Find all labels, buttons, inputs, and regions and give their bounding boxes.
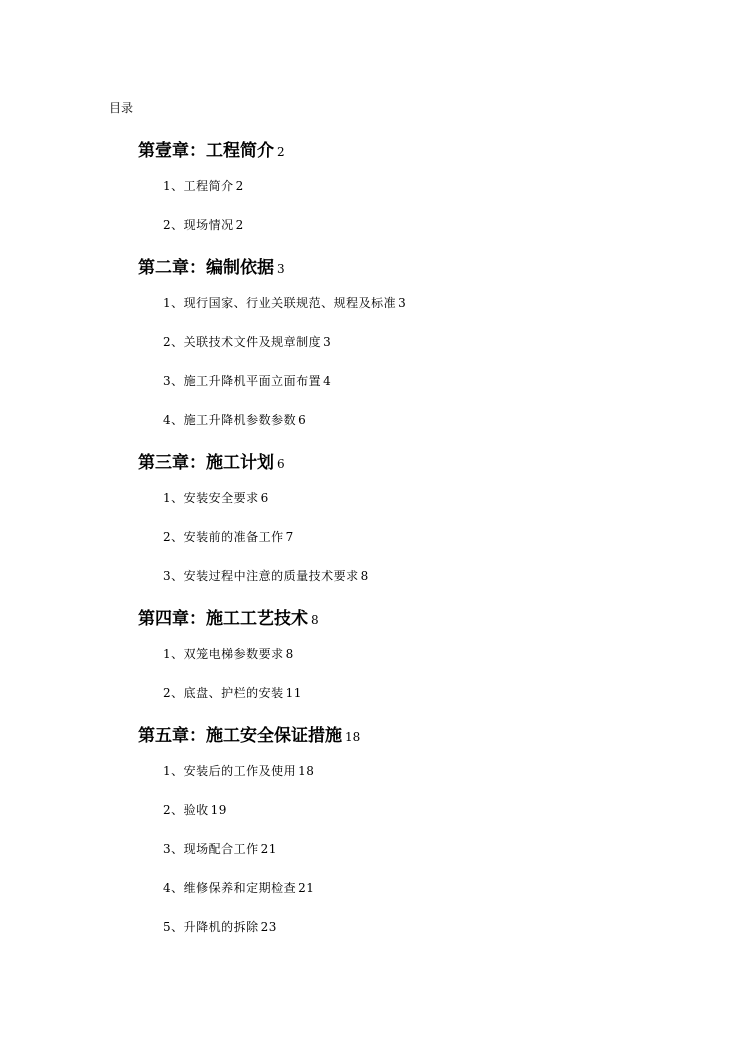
toc-chapter[interactable] bbox=[138, 604, 319, 629]
chapter-title: 第四章：施工工艺技术 bbox=[138, 609, 308, 629]
toc-chapter[interactable] bbox=[138, 721, 360, 746]
item-page-number: 6 bbox=[260, 491, 269, 505]
item-label: 2、现场情况 bbox=[163, 218, 234, 232]
chapter-page-number: 18 bbox=[345, 730, 361, 744]
toc-chapter[interactable] bbox=[138, 136, 285, 161]
toc-item[interactable] bbox=[163, 294, 406, 311]
item-page-number: 3 bbox=[398, 296, 407, 310]
item-page-number: 3 bbox=[323, 335, 332, 349]
item-label: 4、维修保养和定期检查 bbox=[163, 881, 297, 895]
item-label: 1、安装安全要求 bbox=[163, 491, 259, 505]
item-page-number: 23 bbox=[260, 920, 277, 934]
toc-item[interactable] bbox=[163, 645, 294, 662]
toc-chapter[interactable] bbox=[138, 448, 285, 473]
item-page-number: 2 bbox=[235, 218, 244, 232]
item-label: 4、施工升降机参数参数 bbox=[163, 413, 297, 427]
item-label: 3、施工升降机平面立面布置 bbox=[163, 374, 322, 388]
toc-title: 目录 bbox=[109, 101, 134, 115]
item-page-number: 19 bbox=[210, 803, 227, 817]
toc-chapter[interactable] bbox=[138, 253, 285, 278]
item-page-number: 21 bbox=[260, 842, 277, 856]
chapter-page-number: 2 bbox=[277, 145, 285, 159]
toc-item[interactable] bbox=[163, 528, 294, 545]
item-label: 1、安装后的工作及使用 bbox=[163, 764, 297, 778]
item-page-number: 2 bbox=[235, 179, 244, 193]
item-page-number: 8 bbox=[360, 569, 369, 583]
chapter-title: 第壹章：工程简介 bbox=[138, 141, 274, 161]
toc-item[interactable] bbox=[163, 840, 277, 857]
chapter-page-number: 3 bbox=[277, 262, 285, 276]
item-page-number: 7 bbox=[285, 530, 294, 544]
chapter-title: 第五章：施工安全保证措施 bbox=[138, 726, 342, 746]
toc-item[interactable] bbox=[163, 567, 369, 584]
chapter-page-number: 6 bbox=[277, 457, 285, 471]
item-page-number: 6 bbox=[298, 413, 307, 427]
toc-item[interactable] bbox=[163, 216, 244, 233]
item-label: 1、双笼电梯参数要求 bbox=[163, 647, 284, 661]
item-label: 5、升降机的拆除 bbox=[163, 920, 259, 934]
item-label: 1、现行国家、行业关联规范、规程及标准 bbox=[163, 296, 397, 310]
item-label: 2、底盘、护栏的安装 bbox=[163, 686, 284, 700]
toc-item[interactable] bbox=[163, 879, 314, 896]
chapter-title: 第三章：施工计划 bbox=[138, 453, 274, 473]
toc-item[interactable] bbox=[163, 411, 306, 428]
toc-item[interactable] bbox=[163, 372, 331, 389]
item-page-number: 11 bbox=[285, 686, 302, 700]
item-label: 2、验收 bbox=[163, 803, 209, 817]
item-label: 2、安装前的准备工作 bbox=[163, 530, 284, 544]
item-page-number: 4 bbox=[323, 374, 332, 388]
toc-item[interactable] bbox=[163, 918, 277, 935]
toc-item[interactable] bbox=[163, 801, 227, 818]
item-label: 3、现场配合工作 bbox=[163, 842, 259, 856]
toc-item[interactable] bbox=[163, 489, 269, 506]
toc-item[interactable] bbox=[163, 177, 244, 194]
toc-item[interactable] bbox=[163, 684, 302, 701]
item-page-number: 21 bbox=[298, 881, 315, 895]
chapter-title: 第二章：编制依据 bbox=[138, 258, 274, 278]
toc-item[interactable] bbox=[163, 333, 331, 350]
toc-item[interactable] bbox=[163, 762, 314, 779]
item-label: 3、安装过程中注意的质量技术要求 bbox=[163, 569, 359, 583]
item-page-number: 18 bbox=[298, 764, 315, 778]
chapter-page-number: 8 bbox=[311, 613, 319, 627]
item-page-number: 8 bbox=[285, 647, 294, 661]
item-label: 2、关联技术文件及规章制度 bbox=[163, 335, 322, 349]
item-label: 1、工程简介 bbox=[163, 179, 234, 193]
